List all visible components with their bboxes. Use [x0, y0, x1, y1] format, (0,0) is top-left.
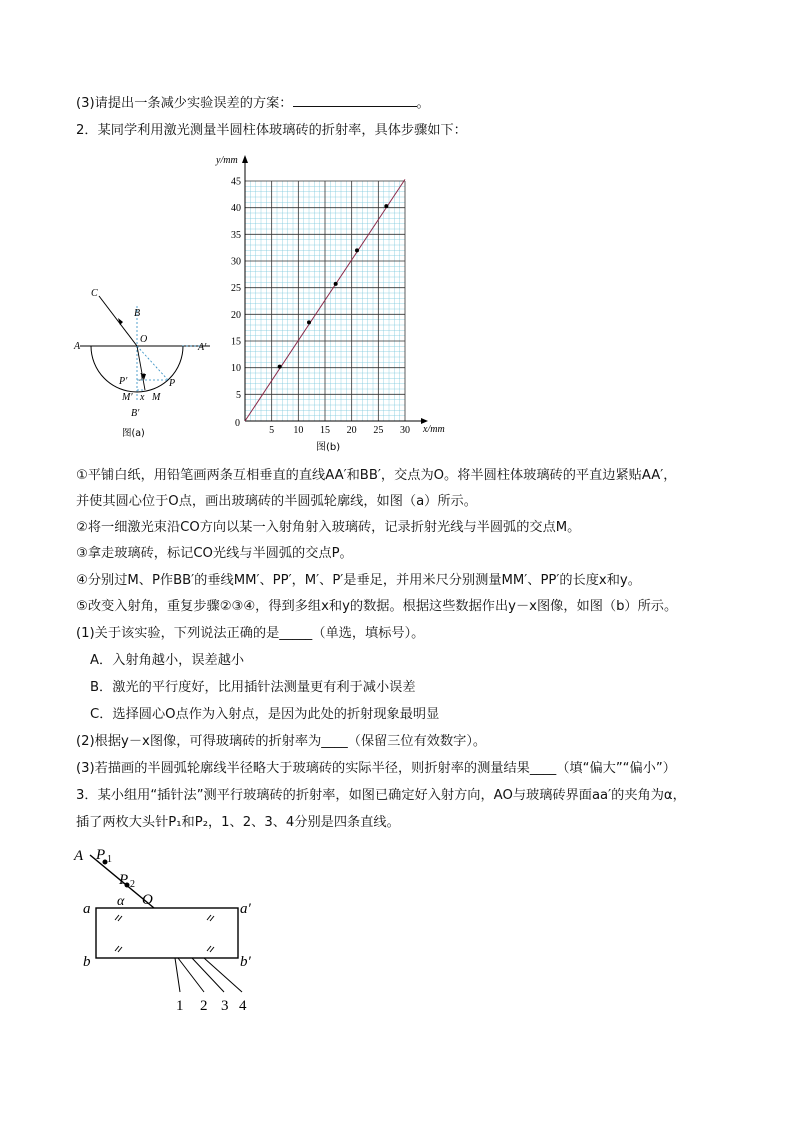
x-tick-label: 15 [320, 425, 330, 436]
q3-line1: 3．某小组用“插针法”测平行玻璃砖的折射率，如图已确定好入射方向，AO与玻璃砖界面aa′的夹角为α， [76, 788, 686, 803]
x-tick-label: 30 [400, 425, 410, 436]
option-c[interactable]: C．选择圆心O点作为入射点，是因为此处的折射现象最明显 [90, 707, 440, 722]
x-tick-label: 25 [373, 425, 384, 436]
line-3 [192, 958, 224, 992]
label-m: M [152, 392, 161, 403]
label-p1-sub: 1 [107, 854, 112, 865]
label-1: 1 [176, 998, 184, 1014]
step-2: ②将一细激光束沿CO方向以某一入射角射入玻璃砖，记录折射光线与半圆弧的交点M。 [76, 520, 581, 535]
label-a-lower: a [83, 901, 91, 917]
step-5: ⑤改变入射角，重复步骤②③④，得到多组x和y的数据。根据这些数据作出y－x图像，如图（b）所示。 [76, 599, 678, 614]
y-tick-label: 15 [231, 336, 241, 348]
data-point [384, 204, 388, 208]
label-p1: P [96, 847, 106, 863]
label-p2: P [119, 872, 129, 888]
y-tick-label: 45 [231, 176, 241, 188]
label-x: x [140, 392, 145, 403]
x-axis-label: x/mm [423, 424, 445, 435]
x-tick-label: 20 [346, 425, 357, 436]
label-c: C [91, 288, 98, 299]
refracted-ray-om [137, 346, 145, 390]
y-tick-label: 40 [231, 203, 241, 215]
label-a-prime: A′ [198, 342, 207, 353]
y-tick-label: 25 [231, 283, 241, 295]
data-point [278, 365, 282, 369]
data-point [307, 320, 311, 324]
q2-sub3: (3)若描画的半圆弧轮廓线半径略大于玻璃砖的实际半径，则折射率的测量结果____（填“偏大”“偏小”） [76, 761, 676, 776]
q2-title: 2．某同学利用激光测量半圆柱体玻璃砖的折射率，具体步骤如下： [76, 123, 467, 138]
line-4 [204, 958, 242, 992]
q3-line2: 插了两枚大头针P₁和P₂，1、2、3、4分别是四条直线。 [76, 815, 400, 830]
glass-slab [96, 908, 238, 958]
figure-a-semicircle-diagram [70, 280, 220, 445]
step-1a: ①平铺白纸，用铅笔画两条互相垂直的直线AA′和BB′，交点为O。将半圆柱体玻璃砖的平直边紧贴AA′， [76, 468, 677, 483]
ray-co [99, 296, 137, 346]
label-alpha: α [117, 894, 125, 909]
step-4: ④分别过M、P作BB′的垂线MM′、PP′，M′、P′是垂足，并用米尺分别测量MM′、PP′的长度x和y。 [76, 573, 641, 588]
line-1 [175, 958, 180, 992]
label-b-lower: b [83, 954, 91, 970]
data-point [355, 248, 359, 252]
label-a: A [74, 341, 81, 352]
step-3: ③拿走玻璃砖，标记CO光线与半圆弧的交点P。 [76, 546, 353, 561]
origin-label: 0 [235, 418, 240, 429]
label-y: y [140, 370, 145, 381]
label-m-prime: M′ [122, 392, 133, 403]
y-tick-label: 5 [236, 389, 241, 401]
y-axis-label: y/mm [216, 155, 238, 166]
label-p: P [169, 378, 176, 389]
q2-sub2: (2)根据y－x图像，可得玻璃砖的折射率为____（保留三位有效数字）。 [76, 734, 487, 749]
figure-b-chart [210, 148, 460, 458]
y-tick-label: 10 [231, 363, 241, 375]
label-a-upper: A [74, 848, 84, 864]
answer-blank[interactable] [293, 94, 417, 107]
label-4: 4 [239, 998, 247, 1014]
y-axis-arrow [242, 155, 248, 163]
step-1b: 并使其圆心位于O点，画出玻璃砖的半圆弧轮廓线，如图（a）所示。 [76, 494, 477, 509]
option-b[interactable]: B．激光的平行度好，比用插针法测量更有利于减小误差 [90, 680, 416, 695]
label-o-upper: O [142, 892, 153, 908]
label-b: B [134, 308, 141, 319]
figure-a-caption: 图(a) [122, 428, 145, 439]
q1-part3: (3)请提出一条减少实验误差的方案： 。 [76, 96, 430, 111]
x-tick-label: 5 [269, 425, 275, 436]
label-3: 3 [221, 998, 229, 1014]
y-tick-label: 30 [231, 256, 241, 268]
data-point [334, 282, 338, 286]
label-b-prime: B′ [131, 408, 140, 419]
figure-b-caption: 图(b) [316, 442, 341, 453]
glass-hatch-marks [115, 915, 214, 952]
line-2 [178, 958, 204, 992]
figure-glass-slab [72, 840, 272, 1020]
label-o: O [140, 334, 148, 345]
label-p-prime: P′ [119, 376, 128, 387]
y-tick-label: 35 [231, 229, 241, 241]
option-a[interactable]: A．入射角越小，误差越小 [90, 653, 245, 668]
label-p2-sub: 2 [130, 879, 135, 890]
y-tick-label: 20 [231, 309, 241, 321]
label-2: 2 [200, 998, 208, 1014]
label-a-prime-lower: a′ [240, 901, 251, 917]
q2-sub1: (1)关于该实验，下列说法正确的是_____（单选，填标号）。 [76, 626, 425, 641]
label-b-prime-lower: b′ [240, 954, 251, 970]
x-tick-label: 10 [293, 425, 304, 436]
